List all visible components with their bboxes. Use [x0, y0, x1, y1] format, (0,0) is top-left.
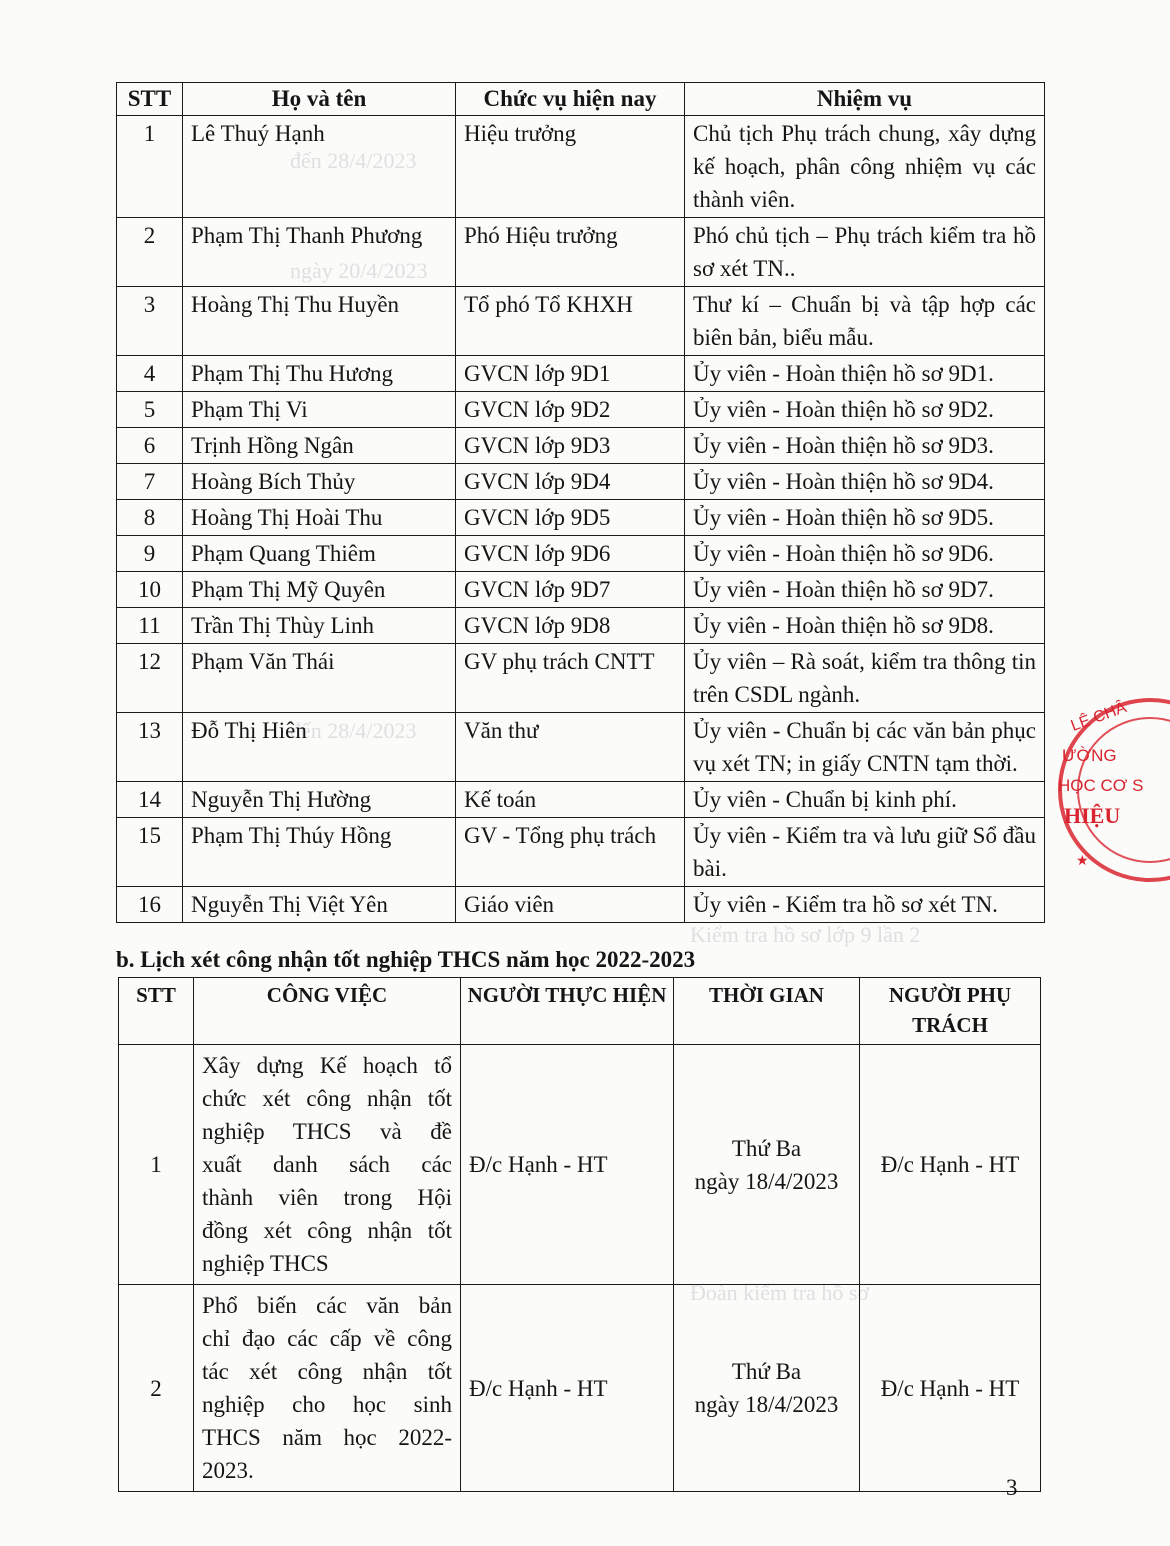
table-header-row	[117, 83, 1045, 116]
table-row	[117, 116, 1045, 218]
member-duty: Ủy viên - Hoàn thiện hồ sơ 9D2.	[685, 392, 1045, 428]
member-duty: Ủy viên - Chuẩn bị kinh phí.	[685, 782, 1045, 818]
task-line: chỉ đạo các cấp về công	[202, 1326, 452, 1351]
member-duty: Ủy viên - Hoàn thiện hồ sơ 9D6.	[685, 536, 1045, 572]
table-header-row	[119, 978, 1041, 1045]
table-row	[117, 287, 1045, 356]
member-duty: Ủy viên - Hoàn thiện hồ sơ 9D1.	[685, 356, 1045, 392]
member-stt: 15	[117, 818, 183, 887]
member-name: Nguyễn Thị Việt Yên	[183, 887, 456, 923]
task-executor: Đ/c Hạnh - HT	[461, 1045, 674, 1285]
task-time	[674, 1285, 860, 1492]
header-stt: STT	[119, 978, 194, 1045]
member-stt: 4	[117, 356, 183, 392]
task-line: nghiệp THCS và đề	[202, 1119, 452, 1144]
task-time-day: Thứ Ba	[731, 1359, 802, 1384]
table-row	[117, 356, 1045, 392]
task-stt: 1	[119, 1045, 194, 1285]
table-row	[117, 464, 1045, 500]
member-name: Phạm Thị Thúy Hồng	[183, 818, 456, 887]
task-line: xuất danh sách các	[202, 1152, 452, 1177]
header-stt: STT	[117, 83, 183, 116]
table-row	[117, 818, 1045, 887]
bleed-through-text: Kiểm tra hồ sơ lớp 9 lần 2	[690, 922, 921, 947]
bleed-through-text: đến 28/4/2023	[290, 148, 417, 173]
table-row	[117, 713, 1045, 782]
member-name: Lê Thuý Hạnh	[183, 116, 456, 218]
member-stt: 12	[117, 644, 183, 713]
header-duty: Nhiệm vụ	[685, 83, 1045, 116]
svg-text:LÊ CHÂ: LÊ CHÂ	[1068, 699, 1129, 735]
member-name: Phạm Quang Thiêm	[183, 536, 456, 572]
task-line: Phổ biến các văn bản	[202, 1293, 452, 1318]
header-executor: NGƯỜI THỰC HIỆN	[461, 978, 674, 1045]
member-position: Văn thư	[456, 713, 685, 782]
member-position: GVCN lớp 9D6	[456, 536, 685, 572]
table-row	[117, 887, 1045, 923]
table-row	[117, 392, 1045, 428]
member-stt: 10	[117, 572, 183, 608]
school-seal-stamp	[1050, 695, 1170, 885]
member-duty: Thư kí – Chuẩn bị và tập hợp các biên bản, biểu mẫu.	[685, 287, 1045, 356]
task-line: Xây dựng Kế hoạch tổ	[202, 1053, 452, 1078]
table-row	[117, 500, 1045, 536]
table-row	[117, 608, 1045, 644]
member-position: GVCN lớp 9D3	[456, 428, 685, 464]
header-responsible: NGƯỜI PHỤ TRÁCH	[860, 978, 1041, 1045]
table-row	[117, 572, 1045, 608]
member-name: Đỗ Thị Hiên	[183, 713, 456, 782]
member-position: GVCN lớp 9D5	[456, 500, 685, 536]
member-position: GV - Tổng phụ trách	[456, 818, 685, 887]
task-time-day: Thứ Ba	[731, 1135, 802, 1161]
member-position: GVCN lớp 9D8	[456, 608, 685, 644]
header-position: Chức vụ hiện nay	[456, 83, 685, 116]
schedule-table	[118, 977, 1041, 1492]
table-row	[119, 1285, 1041, 1492]
bleed-through-text: Đoàn kiểm tra hồ sơ	[690, 1280, 870, 1305]
svg-text:★: ★	[1076, 852, 1089, 868]
member-duty: Ủy viên - Hoàn thiện hồ sơ 9D3.	[685, 428, 1045, 464]
task-description	[194, 1285, 461, 1492]
task-line: 2023.	[202, 1458, 254, 1483]
table-row	[117, 644, 1045, 713]
member-name: Phạm Văn Thái	[183, 644, 456, 713]
task-responsible: Đ/c Hạnh - HT	[860, 1045, 1041, 1285]
member-stt: 13	[117, 713, 183, 782]
member-position: Hiệu trưởng	[456, 116, 685, 218]
svg-text:HỌC CƠ S: HỌC CƠ S	[1058, 776, 1144, 795]
task-executor: Đ/c Hạnh - HT	[461, 1285, 674, 1492]
bleed-through-text: đến 28/4/2023	[290, 718, 417, 743]
member-stt: 7	[117, 464, 183, 500]
task-time-date: ngày 18/4/2023	[694, 1168, 839, 1194]
svg-text:HIỆU: HIỆU	[1064, 803, 1121, 828]
member-stt: 6	[117, 428, 183, 464]
member-duty: Ủy viên - Chuẩn bị các văn bản phục vụ xét TN; in giấy CNTN tạm thời.	[685, 713, 1045, 782]
task-stt: 2	[119, 1285, 194, 1492]
svg-text:ƯỜNG: ƯỜNG	[1062, 746, 1117, 765]
table-row	[117, 218, 1045, 287]
task-line: đồng xét công nhận tốt	[202, 1218, 452, 1243]
member-name: Phạm Thị Vi	[183, 392, 456, 428]
member-stt: 16	[117, 887, 183, 923]
task-line: THCS năm học 2022-	[202, 1425, 452, 1450]
section-b-heading: b. Lịch xét công nhận tốt nghiệp THCS năm học 2022-2023	[116, 947, 696, 972]
member-position: GVCN lớp 9D4	[456, 464, 685, 500]
header-time: THỜI GIAN	[674, 978, 860, 1045]
task-line: nghiệp cho học sinh	[202, 1392, 452, 1417]
member-stt: 3	[117, 287, 183, 356]
task-description	[194, 1045, 461, 1285]
member-stt: 1	[117, 116, 183, 218]
member-duty: Ủy viên - Kiểm tra hồ sơ xét TN.	[685, 887, 1045, 923]
bleed-through-text: ngày 20/4/2023	[290, 258, 428, 283]
task-line: tác xét công nhận tốt	[202, 1359, 452, 1384]
task-time	[674, 1045, 860, 1285]
table-row	[117, 782, 1045, 818]
task-time-date: ngày 18/4/2023	[694, 1392, 839, 1417]
member-position: GV phụ trách CNTT	[456, 644, 685, 713]
member-name: Phạm Thị Thanh Phương	[183, 218, 456, 287]
member-name: Hoàng Bích Thủy	[183, 464, 456, 500]
task-responsible: Đ/c Hạnh - HT	[860, 1285, 1041, 1492]
member-duty: Phó chủ tịch – Phụ trách kiểm tra hồ sơ xét TN..	[685, 218, 1045, 287]
member-position: Kế toán	[456, 782, 685, 818]
member-name: Trịnh Hồng Ngân	[183, 428, 456, 464]
member-name: Hoàng Thị Thu Huyền	[183, 287, 456, 356]
member-duty: Ủy viên - Hoàn thiện hồ sơ 9D5.	[685, 500, 1045, 536]
header-task: CÔNG VIỆC	[194, 978, 461, 1045]
task-line: nghiệp THCS	[202, 1251, 329, 1276]
member-position: GVCN lớp 9D1	[456, 356, 685, 392]
member-stt: 9	[117, 536, 183, 572]
member-position: Phó Hiệu trưởng	[456, 218, 685, 287]
task-line: chức xét công nhận tốt	[202, 1086, 452, 1111]
member-name: Nguyễn Thị Hường	[183, 782, 456, 818]
header-name: Họ và tên	[183, 83, 456, 116]
member-name: Trần Thị Thùy Linh	[183, 608, 456, 644]
member-stt: 2	[117, 218, 183, 287]
member-stt: 11	[117, 608, 183, 644]
member-name: Phạm Thị Thu Hương	[183, 356, 456, 392]
member-duty: Ủy viên – Rà soát, kiểm tra thông tin trên CSDL ngành.	[685, 644, 1045, 713]
page-number: 3	[1006, 1475, 1018, 1500]
member-stt: 8	[117, 500, 183, 536]
member-duty: Ủy viên - Hoàn thiện hồ sơ 9D8.	[685, 608, 1045, 644]
committee-members-table	[116, 82, 1045, 923]
member-duty: Ủy viên - Hoàn thiện hồ sơ 9D4.	[685, 464, 1045, 500]
table-row	[117, 428, 1045, 464]
member-position: GVCN lớp 9D2	[456, 392, 685, 428]
table-row	[119, 1045, 1041, 1285]
member-name: Phạm Thị Mỹ Quyên	[183, 572, 456, 608]
member-duty: Chủ tịch Phụ trách chung, xây dựng kế hoạch, phân công nhiệm vụ các thành viên.	[685, 116, 1045, 218]
member-position: GVCN lớp 9D7	[456, 572, 685, 608]
member-position: Giáo viên	[456, 887, 685, 923]
member-position: Tổ phó Tổ KHXH	[456, 287, 685, 356]
member-name: Hoàng Thị Hoài Thu	[183, 500, 456, 536]
table-row	[117, 536, 1045, 572]
member-stt: 5	[117, 392, 183, 428]
member-duty: Ủy viên - Hoàn thiện hồ sơ 9D7.	[685, 572, 1045, 608]
member-stt: 14	[117, 782, 183, 818]
task-line: thành viên trong Hội	[202, 1185, 452, 1210]
member-duty: Ủy viên - Kiểm tra và lưu giữ Sổ đầu bài.	[685, 818, 1045, 887]
